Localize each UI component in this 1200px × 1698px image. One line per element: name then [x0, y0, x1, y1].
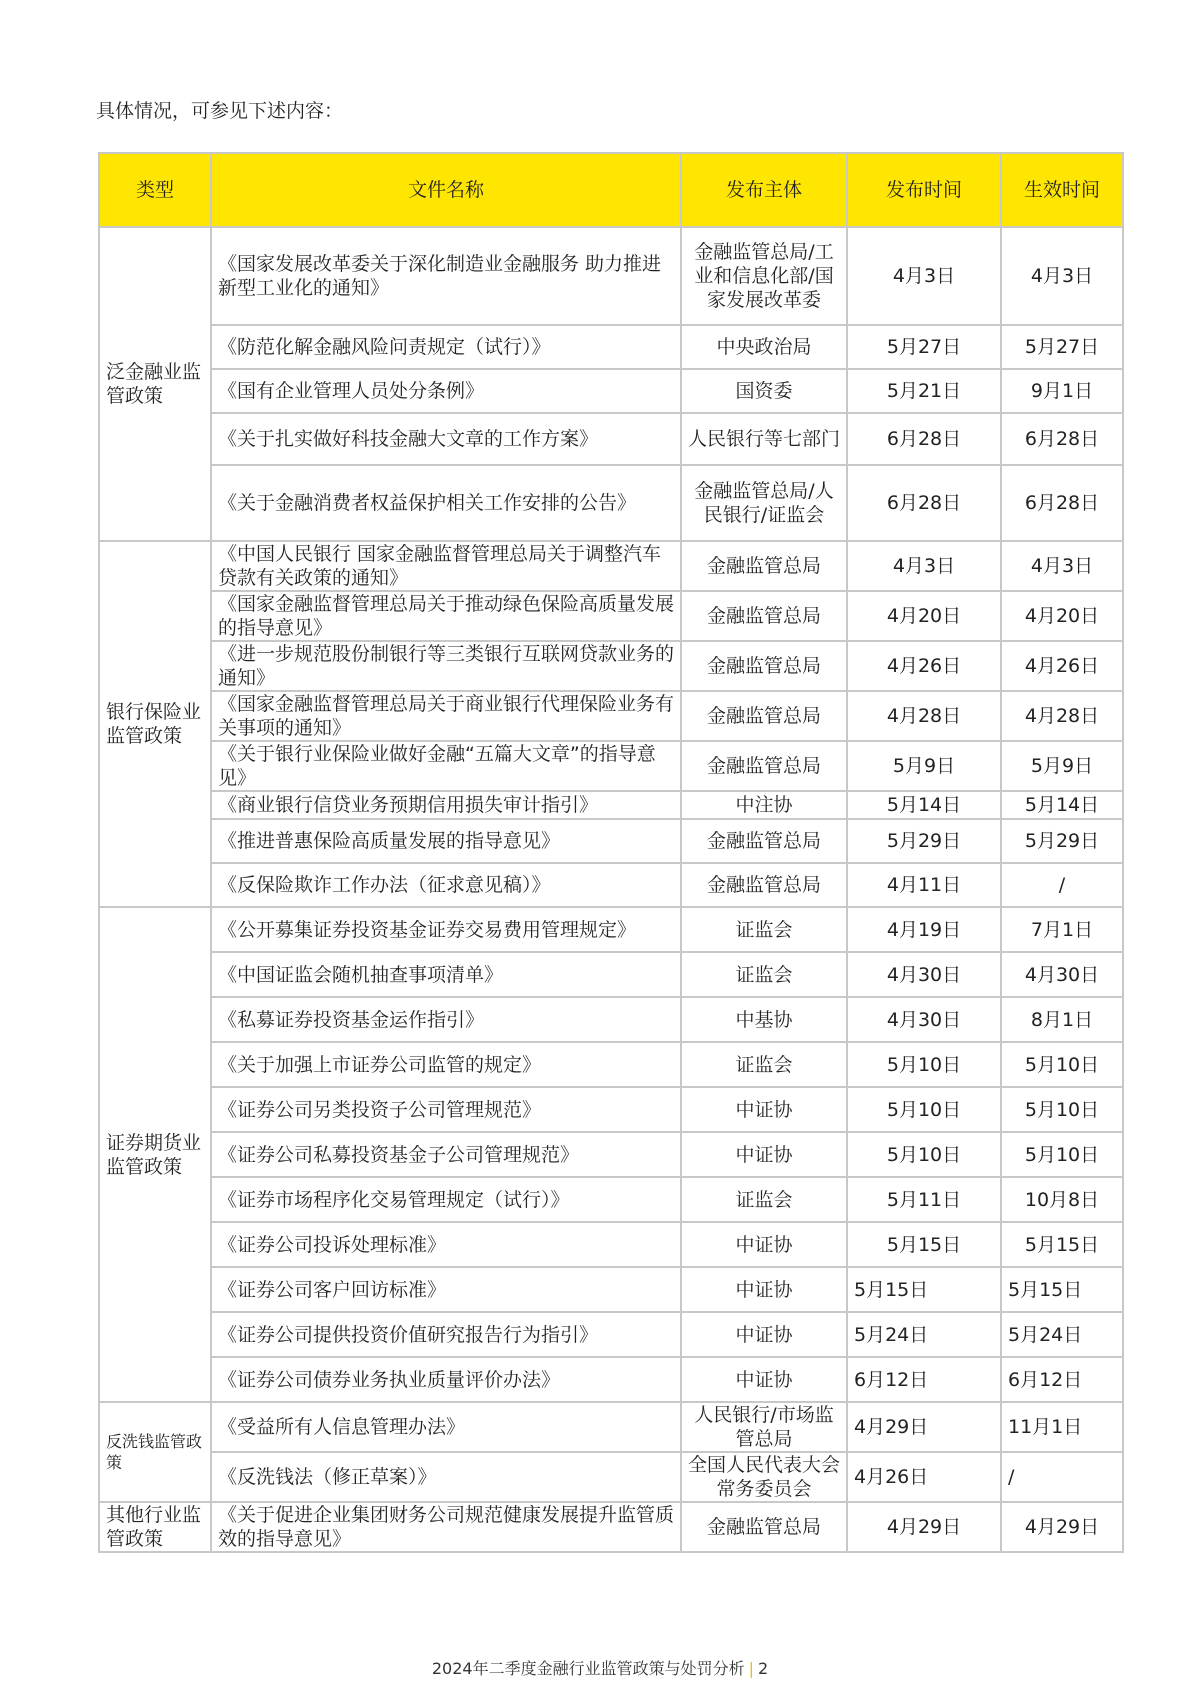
effective-date: 6月12日 — [1001, 1357, 1123, 1402]
issuer: 人民银行等七部门 — [681, 413, 847, 465]
category-cell: 其他行业监管政策 — [99, 1502, 211, 1552]
publish-date: 5月10日 — [847, 1132, 1001, 1177]
category-cell: 证券期货业监管政策 — [99, 907, 211, 1402]
issuer: 中证协 — [681, 1087, 847, 1132]
table-row — [99, 641, 1123, 691]
doc-name: 《国家金融监督管理总局关于商业银行代理保险业务有关事项的通知》 — [211, 691, 681, 741]
table-row — [99, 1452, 1123, 1502]
issuer: 中证协 — [681, 1222, 847, 1267]
effective-date: 4月29日 — [1001, 1502, 1123, 1552]
category-cell: 泛金融业监管政策 — [99, 227, 211, 541]
table-row — [99, 1222, 1123, 1267]
effective-date: 5月9日 — [1001, 741, 1123, 791]
effective-date: 5月24日 — [1001, 1312, 1123, 1357]
publish-date: 4月11日 — [847, 863, 1001, 907]
issuer: 国资委 — [681, 369, 847, 413]
issuer: 金融监管总局/工业和信息化部/国家发展改革委 — [681, 227, 847, 325]
doc-name: 《证券市场程序化交易管理规定（试行）》 — [211, 1177, 681, 1222]
issuer: 金融监管总局 — [681, 591, 847, 641]
issuer: 金融监管总局/人民银行/证监会 — [681, 465, 847, 541]
issuer: 中证协 — [681, 1357, 847, 1402]
publish-date: 4月30日 — [847, 952, 1001, 997]
publish-date: 4月3日 — [847, 541, 1001, 591]
category-cell: 反洗钱监管政策 — [99, 1402, 211, 1502]
effective-date: 5月15日 — [1001, 1267, 1123, 1312]
issuer: 金融监管总局 — [681, 691, 847, 741]
footer-title: 2024年二季度金融行业监管政策与处罚分析 — [431, 1659, 745, 1678]
doc-name: 《受益所有人信息管理办法》 — [211, 1402, 681, 1452]
intro-text: 具体情况，可参见下述内容： — [96, 100, 344, 122]
doc-name: 《关于加强上市证券公司监管的规定》 — [211, 1042, 681, 1087]
table-header-row — [99, 153, 1123, 227]
doc-name: 《证券公司投诉处理标准》 — [211, 1222, 681, 1267]
doc-name: 《私募证券投资基金运作指引》 — [211, 997, 681, 1042]
effective-date: 4月3日 — [1001, 541, 1123, 591]
effective-date: 4月28日 — [1001, 691, 1123, 741]
publish-date: 4月20日 — [847, 591, 1001, 641]
effective-date: 5月10日 — [1001, 1042, 1123, 1087]
table-row — [99, 741, 1123, 791]
doc-name: 《关于银行业保险业做好金融“五篇大文章”的指导意见》 — [211, 741, 681, 791]
issuer: 证监会 — [681, 907, 847, 952]
table-row — [99, 1267, 1123, 1312]
publish-date: 4月3日 — [847, 227, 1001, 325]
issuer: 人民银行/市场监管总局 — [681, 1402, 847, 1452]
doc-name: 《中国人民银行 国家金融监督管理总局关于调整汽车贷款有关政策的通知》 — [211, 541, 681, 591]
issuer: 证监会 — [681, 952, 847, 997]
table-row — [99, 1177, 1123, 1222]
header-type: 类型 — [99, 153, 211, 227]
table-row — [99, 997, 1123, 1042]
effective-date: 4月20日 — [1001, 591, 1123, 641]
effective-date: 5月14日 — [1001, 791, 1123, 819]
effective-date: 6月28日 — [1001, 413, 1123, 465]
doc-name: 《公开募集证券投资基金证券交易费用管理规定》 — [211, 907, 681, 952]
table-row — [99, 591, 1123, 641]
publish-date: 4月30日 — [847, 997, 1001, 1042]
doc-name: 《防范化解金融风险问责规定（试行）》 — [211, 325, 681, 369]
table-row — [99, 1132, 1123, 1177]
effective-date: 4月3日 — [1001, 227, 1123, 325]
table-row — [99, 1087, 1123, 1132]
effective-date: 5月10日 — [1001, 1132, 1123, 1177]
category-cell: 银行保险业监管政策 — [99, 541, 211, 907]
publish-date: 5月15日 — [847, 1267, 1001, 1312]
issuer: 金融监管总局 — [681, 641, 847, 691]
issuer: 证监会 — [681, 1177, 847, 1222]
table-row — [99, 413, 1123, 465]
doc-name: 《国家金融监督管理总局关于推动绿色保险高质量发展的指导意见》 — [211, 591, 681, 641]
header-name: 文件名称 — [211, 153, 681, 227]
doc-name: 《证券公司客户回访标准》 — [211, 1267, 681, 1312]
issuer: 金融监管总局 — [681, 863, 847, 907]
page-footer — [0, 1656, 1200, 1679]
publish-date: 5月27日 — [847, 325, 1001, 369]
issuer: 金融监管总局 — [681, 741, 847, 791]
publish-date: 4月29日 — [847, 1402, 1001, 1452]
effective-date: 5月15日 — [1001, 1222, 1123, 1267]
issuer: 中注协 — [681, 791, 847, 819]
table-row — [99, 227, 1123, 325]
doc-name: 《商业银行信贷业务预期信用损失审计指引》 — [211, 791, 681, 819]
doc-name: 《中国证监会随机抽查事项清单》 — [211, 952, 681, 997]
table-row — [99, 1357, 1123, 1402]
table-row — [99, 1042, 1123, 1087]
doc-name: 《关于促进企业集团财务公司规范健康发展提升监管质效的指导意见》 — [211, 1502, 681, 1552]
issuer: 中基协 — [681, 997, 847, 1042]
issuer: 金融监管总局 — [681, 1502, 847, 1552]
issuer: 中央政治局 — [681, 325, 847, 369]
effective-date: 5月29日 — [1001, 819, 1123, 863]
publish-date: 5月21日 — [847, 369, 1001, 413]
doc-name: 《反洗钱法（修正草案）》 — [211, 1452, 681, 1502]
doc-name: 《关于扎实做好科技金融大文章的工作方案》 — [211, 413, 681, 465]
effective-date: 10月8日 — [1001, 1177, 1123, 1222]
publish-date: 5月29日 — [847, 819, 1001, 863]
header-issuer: 发布主体 — [681, 153, 847, 227]
issuer: 证监会 — [681, 1042, 847, 1087]
page-number: 2 — [757, 1659, 769, 1678]
doc-name: 《证券公司债券业务执业质量评价办法》 — [211, 1357, 681, 1402]
doc-name: 《证券公司另类投资子公司管理规范》 — [211, 1087, 681, 1132]
table-row — [99, 1312, 1123, 1357]
publish-date: 5月14日 — [847, 791, 1001, 819]
publish-date: 4月29日 — [847, 1502, 1001, 1552]
doc-name: 《进一步规范股份制银行等三类银行互联网贷款业务的通知》 — [211, 641, 681, 691]
doc-name: 《推进普惠保险高质量发展的指导意见》 — [211, 819, 681, 863]
doc-name: 《国有企业管理人员处分条例》 — [211, 369, 681, 413]
publish-date: 6月28日 — [847, 465, 1001, 541]
publish-date: 4月28日 — [847, 691, 1001, 741]
header-effective-date: 生效时间 — [1001, 153, 1123, 227]
effective-date: 4月26日 — [1001, 641, 1123, 691]
publish-date: 4月19日 — [847, 907, 1001, 952]
effective-date: 6月28日 — [1001, 465, 1123, 541]
table-row — [99, 691, 1123, 741]
issuer: 金融监管总局 — [681, 819, 847, 863]
doc-name: 《证券公司提供投资价值研究报告行为指引》 — [211, 1312, 681, 1357]
effective-date: 9月1日 — [1001, 369, 1123, 413]
table-row — [99, 952, 1123, 997]
publish-date: 4月26日 — [847, 641, 1001, 691]
table-row — [99, 541, 1123, 591]
table-row — [99, 791, 1123, 819]
issuer: 中证协 — [681, 1312, 847, 1357]
effective-date: 7月1日 — [1001, 907, 1123, 952]
issuer: 金融监管总局 — [681, 541, 847, 591]
effective-date: 8月1日 — [1001, 997, 1123, 1042]
table-row — [99, 1502, 1123, 1552]
publish-date: 6月12日 — [847, 1357, 1001, 1402]
table-row — [99, 325, 1123, 369]
publish-date: 6月28日 — [847, 413, 1001, 465]
publish-date: 5月11日 — [847, 1177, 1001, 1222]
effective-date: 5月27日 — [1001, 325, 1123, 369]
doc-name: 《关于金融消费者权益保护相关工作安排的公告》 — [211, 465, 681, 541]
table-row — [99, 863, 1123, 907]
footer-separator: | — [748, 1659, 754, 1678]
table-row — [99, 907, 1123, 952]
publish-date: 5月10日 — [847, 1042, 1001, 1087]
table-row — [99, 465, 1123, 541]
doc-name: 《反保险欺诈工作办法（征求意见稿）》 — [211, 863, 681, 907]
header-publish-date: 发布时间 — [847, 153, 1001, 227]
issuer: 中证协 — [681, 1267, 847, 1312]
effective-date: / — [1001, 1452, 1123, 1502]
publish-date: 5月9日 — [847, 741, 1001, 791]
publish-date: 4月26日 — [847, 1452, 1001, 1502]
table-row — [99, 819, 1123, 863]
publish-date: 5月15日 — [847, 1222, 1001, 1267]
effective-date: 11月1日 — [1001, 1402, 1123, 1452]
issuer: 中证协 — [681, 1132, 847, 1177]
table-row — [99, 1402, 1123, 1452]
effective-date: 5月10日 — [1001, 1087, 1123, 1132]
doc-name: 《国家发展改革委关于深化制造业金融服务 助力推进新型工业化的通知》 — [211, 227, 681, 325]
effective-date: 4月30日 — [1001, 952, 1123, 997]
effective-date: / — [1001, 863, 1123, 907]
publish-date: 5月10日 — [847, 1087, 1001, 1132]
policy-table — [98, 152, 1124, 1553]
publish-date: 5月24日 — [847, 1312, 1001, 1357]
doc-name: 《证券公司私募投资基金子公司管理规范》 — [211, 1132, 681, 1177]
table-row — [99, 369, 1123, 413]
issuer: 全国人民代表大会常务委员会 — [681, 1452, 847, 1502]
